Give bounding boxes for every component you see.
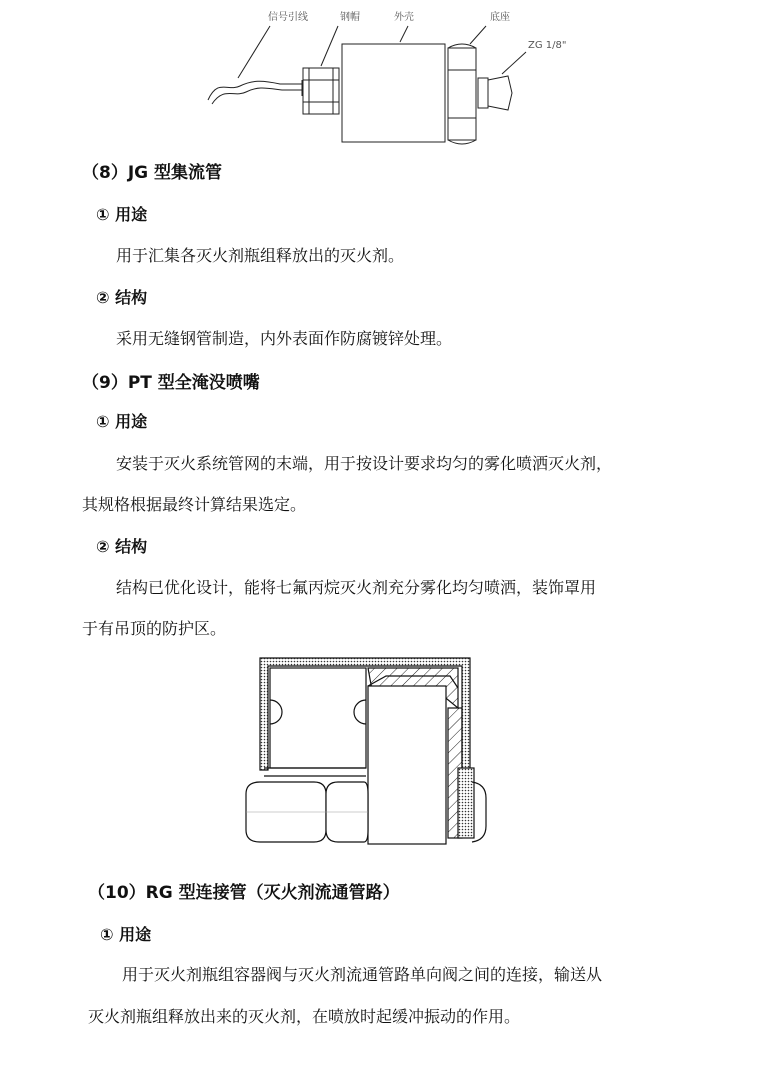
section-9-use-text-line2: 其规格根据最终计算结果选定。: [82, 495, 307, 514]
section-8-heading: （8）JG 型集流管: [82, 163, 223, 183]
section-8-structure-text: 采用无缝钢管制造，内外表面作防腐镀锌处理。: [116, 329, 453, 348]
section-9-use-title: ① 用途: [96, 412, 148, 431]
section-10-use-text-line2: 灭火剂瓶组释放出来的灭火剂，在喷放时起缓冲振动的作用。: [88, 1007, 521, 1026]
section-10-heading: （10）RG 型连接管（灭火剂流通管路）: [88, 883, 400, 903]
section-10-use-text-line1: 用于灭火剂瓶组容器阀与灭火剂流通管路单向阀之间的连接，输送从: [122, 965, 603, 984]
label-thread-spec: ZG 1/8": [528, 40, 567, 51]
section-8-use-text: 用于汇集各灭火剂瓶组释放出的灭火剂。: [116, 246, 405, 265]
section-9-structure-title: ② 结构: [96, 537, 148, 556]
section-8-use-title: ① 用途: [96, 205, 148, 224]
label-signal-wire: 信号引线: [268, 12, 308, 23]
label-steel-cap: 钢帽: [340, 12, 360, 23]
nozzle-cross-section-drawing: [236, 648, 496, 848]
section-9-heading: （9）PT 型全淹没喷嘴: [82, 373, 260, 393]
pressure-switch-drawing: [190, 0, 570, 150]
section-9-structure-text-line2: 于有吊顶的防护区。: [82, 619, 227, 638]
label-housing: 外壳: [394, 12, 414, 23]
section-9-use-text-line1: 安装于灭火系统管网的末端，用于按设计要求均匀的雾化喷洒灭火剂，: [116, 454, 613, 473]
section-9-structure-text-line1: 结构已优化设计，能将七氟丙烷灭火剂充分雾化均匀喷洒，装饰罩用: [116, 578, 597, 597]
section-8-structure-title: ② 结构: [96, 288, 148, 307]
section-10-use-title: ① 用途: [100, 925, 152, 944]
label-base: 底座: [490, 12, 510, 23]
